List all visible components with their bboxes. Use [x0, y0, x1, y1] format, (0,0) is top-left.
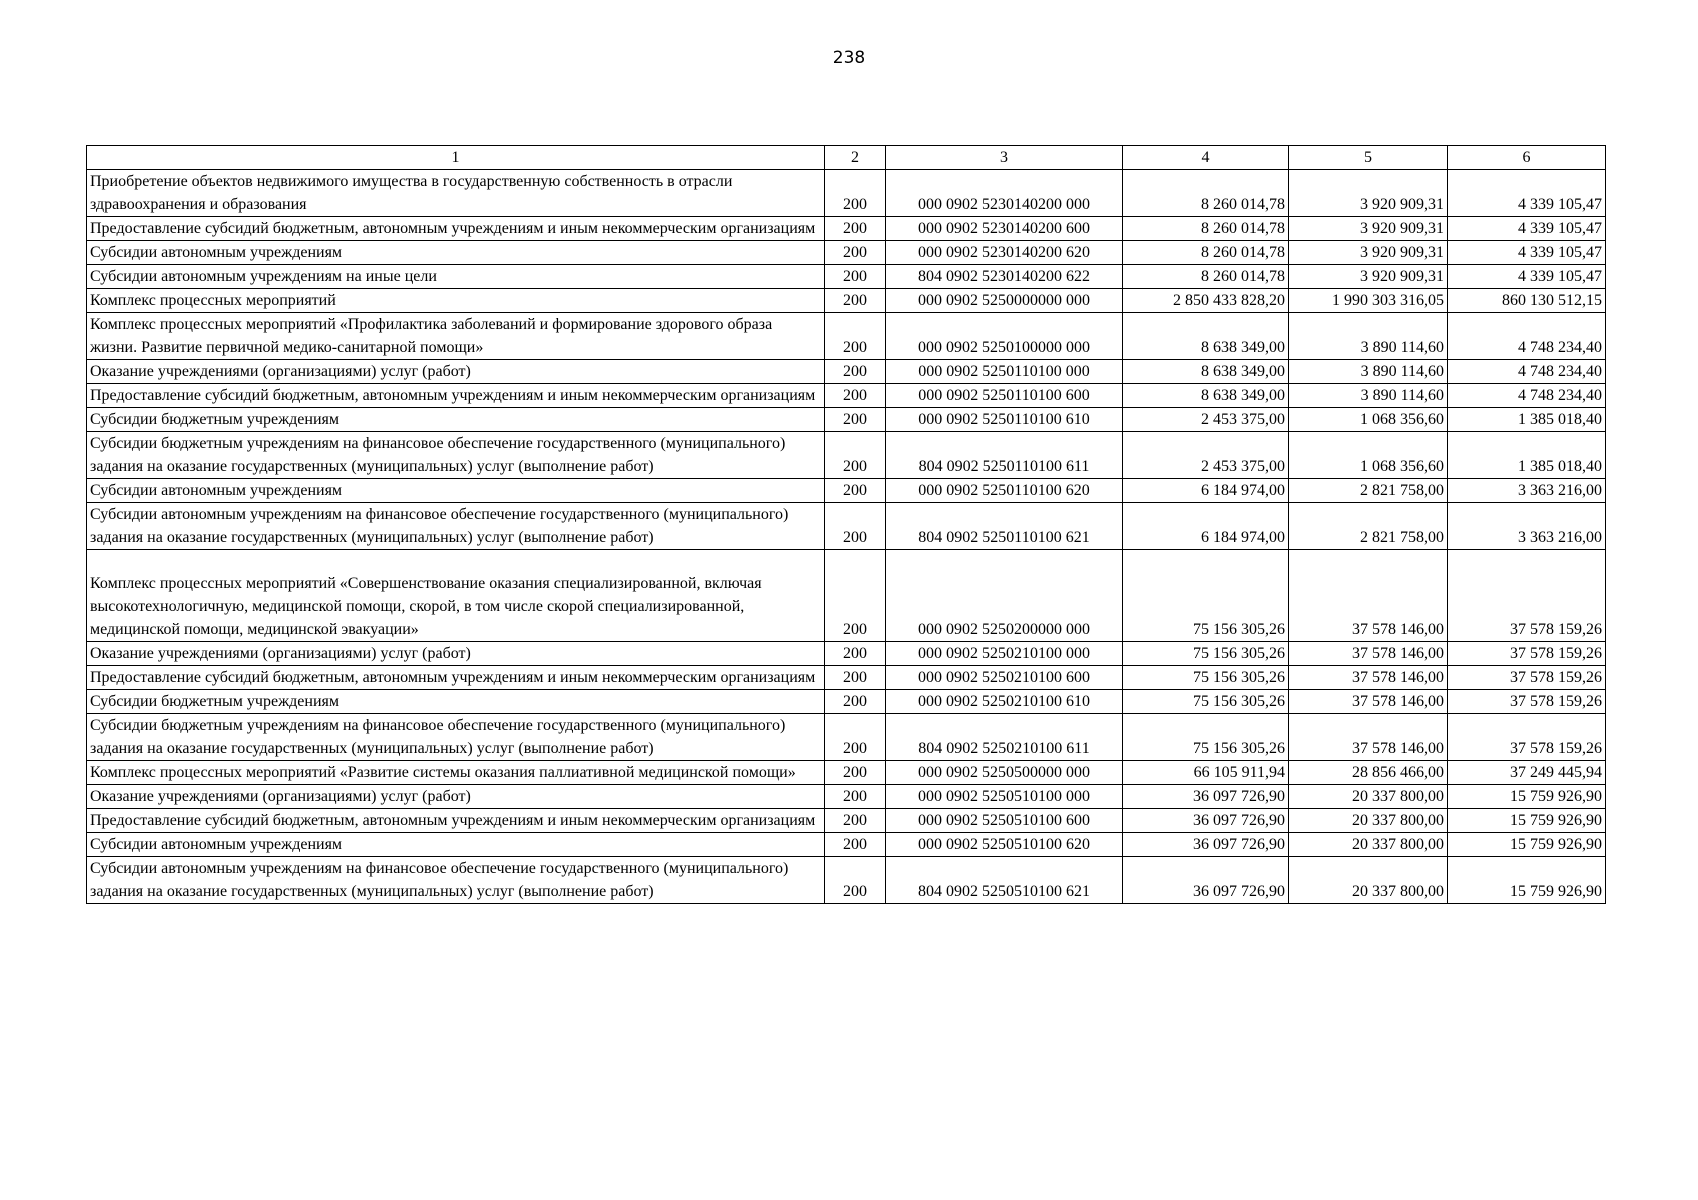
header-row	[87, 146, 1606, 170]
row-code-2: 200	[825, 479, 886, 503]
row-value-6: 37 249 445,94	[1448, 761, 1606, 785]
row-value-6: 1 385 018,40	[1448, 432, 1606, 479]
row-value-6: 1 385 018,40	[1448, 408, 1606, 432]
row-value-4: 6 184 974,00	[1123, 503, 1289, 550]
row-value-6: 37 578 159,26	[1448, 714, 1606, 761]
row-name: Комплекс процессных мероприятий «Профилактика заболеваний и формирование здорового образа жизни. Развитие первичной медико-санитарной помощи»	[87, 313, 825, 360]
row-value-5: 37 578 146,00	[1289, 666, 1448, 690]
row-name: Приобретение объектов недвижимого имущества в государственную собственность в отрасли здравоохранения и образования	[87, 170, 825, 217]
row-name: Комплекс процессных мероприятий «Развитие системы оказания паллиативной медицинской помощи»	[87, 761, 825, 785]
row-code-2: 200	[825, 642, 886, 666]
row-value-4: 2 453 375,00	[1123, 432, 1289, 479]
table-row	[87, 666, 1606, 690]
row-classification-code: 000 0902 5250510100 000	[886, 785, 1123, 809]
row-name: Субсидии бюджетным учреждениям на финансовое обеспечение государственного (муниципального) задания на оказание государственных (муниципальных) услуг (выполнение работ)	[87, 432, 825, 479]
row-classification-code: 804 0902 5250210100 611	[886, 714, 1123, 761]
row-value-5: 3 920 909,31	[1289, 241, 1448, 265]
table-row	[87, 785, 1606, 809]
row-value-6: 15 759 926,90	[1448, 857, 1606, 904]
row-value-5: 1 068 356,60	[1289, 432, 1448, 479]
row-code-2: 200	[825, 170, 886, 217]
row-value-4: 8 638 349,00	[1123, 384, 1289, 408]
column-header: 3	[886, 146, 1123, 170]
table-row	[87, 217, 1606, 241]
row-value-5: 37 578 146,00	[1289, 690, 1448, 714]
row-value-6: 37 578 159,26	[1448, 666, 1606, 690]
row-classification-code: 000 0902 5250200000 000	[886, 550, 1123, 642]
table-row	[87, 642, 1606, 666]
row-name: Субсидии автономным учреждениям на финансовое обеспечение государственного (муниципального) задания на оказание государственных (муниципальных) услуг (выполнение работ)	[87, 503, 825, 550]
row-value-6: 37 578 159,26	[1448, 690, 1606, 714]
row-value-4: 8 260 014,78	[1123, 265, 1289, 289]
row-name: Предоставление субсидий бюджетным, автономным учреждениям и иным некоммерческим организациям	[87, 666, 825, 690]
row-code-2: 200	[825, 666, 886, 690]
table-row	[87, 170, 1606, 217]
row-classification-code: 000 0902 5250210100 610	[886, 690, 1123, 714]
table-row	[87, 833, 1606, 857]
row-code-2: 200	[825, 550, 886, 642]
row-value-5: 3 890 114,60	[1289, 360, 1448, 384]
table-row	[87, 479, 1606, 503]
table-row	[87, 241, 1606, 265]
row-classification-code: 000 0902 5250110100 620	[886, 479, 1123, 503]
row-classification-code: 000 0902 5250510100 600	[886, 809, 1123, 833]
row-value-4: 36 097 726,90	[1123, 785, 1289, 809]
table-row	[87, 265, 1606, 289]
row-classification-code: 804 0902 5250510100 621	[886, 857, 1123, 904]
table-row	[87, 761, 1606, 785]
row-value-5: 1 068 356,60	[1289, 408, 1448, 432]
row-value-4: 8 260 014,78	[1123, 217, 1289, 241]
row-value-5: 3 890 114,60	[1289, 384, 1448, 408]
row-value-4: 36 097 726,90	[1123, 857, 1289, 904]
row-value-4: 75 156 305,26	[1123, 690, 1289, 714]
row-classification-code: 000 0902 5250210100 600	[886, 666, 1123, 690]
row-classification-code: 000 0902 5230140200 600	[886, 217, 1123, 241]
column-header: 5	[1289, 146, 1448, 170]
row-code-2: 200	[825, 714, 886, 761]
row-value-4: 66 105 911,94	[1123, 761, 1289, 785]
row-name: Субсидии автономным учреждениям	[87, 241, 825, 265]
table-row	[87, 550, 1606, 642]
row-code-2: 200	[825, 313, 886, 360]
row-value-5: 2 821 758,00	[1289, 503, 1448, 550]
table-row	[87, 432, 1606, 479]
row-classification-code: 000 0902 5250100000 000	[886, 313, 1123, 360]
table-row	[87, 503, 1606, 550]
page-number: 238	[832, 48, 866, 68]
row-value-4: 36 097 726,90	[1123, 833, 1289, 857]
row-name: Предоставление субсидий бюджетным, автономным учреждениям и иным некоммерческим организациям	[87, 217, 825, 241]
row-value-4: 75 156 305,26	[1123, 666, 1289, 690]
table-row	[87, 690, 1606, 714]
row-classification-code: 000 0902 5250110100 610	[886, 408, 1123, 432]
table-row	[87, 289, 1606, 313]
row-name: Комплекс процессных мероприятий	[87, 289, 825, 313]
table-row	[87, 384, 1606, 408]
row-name: Субсидии бюджетным учреждениям	[87, 408, 825, 432]
table-row	[87, 360, 1606, 384]
row-value-4: 8 638 349,00	[1123, 313, 1289, 360]
row-name: Субсидии бюджетным учреждениям на финансовое обеспечение государственного (муниципального) задания на оказание государственных (муниципальных) услуг (выполнение работ)	[87, 714, 825, 761]
row-value-6: 4 339 105,47	[1448, 170, 1606, 217]
row-code-2: 200	[825, 503, 886, 550]
row-name: Субсидии автономным учреждениям на финансовое обеспечение государственного (муниципального) задания на оказание государственных (муниципальных) услуг (выполнение работ)	[87, 857, 825, 904]
row-name: Субсидии автономным учреждениям на иные цели	[87, 265, 825, 289]
row-classification-code: 804 0902 5230140200 622	[886, 265, 1123, 289]
row-value-4: 8 260 014,78	[1123, 241, 1289, 265]
row-value-6: 4 339 105,47	[1448, 217, 1606, 241]
row-value-5: 20 337 800,00	[1289, 833, 1448, 857]
row-value-4: 6 184 974,00	[1123, 479, 1289, 503]
row-value-6: 860 130 512,15	[1448, 289, 1606, 313]
row-classification-code: 000 0902 5250210100 000	[886, 642, 1123, 666]
table-row	[87, 714, 1606, 761]
row-code-2: 200	[825, 265, 886, 289]
row-classification-code: 000 0902 5250110100 600	[886, 384, 1123, 408]
row-classification-code: 000 0902 5250110100 000	[886, 360, 1123, 384]
row-classification-code: 000 0902 5250510100 620	[886, 833, 1123, 857]
row-name: Оказание учреждениями (организациями) услуг (работ)	[87, 360, 825, 384]
row-value-5: 1 990 303 316,05	[1289, 289, 1448, 313]
row-name: Субсидии бюджетным учреждениям	[87, 690, 825, 714]
row-value-5: 20 337 800,00	[1289, 809, 1448, 833]
row-value-5: 28 856 466,00	[1289, 761, 1448, 785]
row-value-4: 8 260 014,78	[1123, 170, 1289, 217]
row-value-5: 3 890 114,60	[1289, 313, 1448, 360]
row-code-2: 200	[825, 833, 886, 857]
row-value-6: 37 578 159,26	[1448, 550, 1606, 642]
row-value-6: 15 759 926,90	[1448, 785, 1606, 809]
row-code-2: 200	[825, 785, 886, 809]
row-name: Комплекс процессных мероприятий «Совершенствование оказания специализированной, включая высокотехнологичную, медицинской помощи, скорой, в том числе скорой специализированной, медицинской помощи, медицинской эвакуации»	[87, 550, 825, 642]
row-value-5: 3 920 909,31	[1289, 265, 1448, 289]
row-value-4: 2 850 433 828,20	[1123, 289, 1289, 313]
row-value-5: 37 578 146,00	[1289, 550, 1448, 642]
row-code-2: 200	[825, 360, 886, 384]
row-value-6: 37 578 159,26	[1448, 642, 1606, 666]
table-row	[87, 809, 1606, 833]
row-classification-code: 000 0902 5230140200 000	[886, 170, 1123, 217]
row-value-5: 20 337 800,00	[1289, 785, 1448, 809]
column-header: 4	[1123, 146, 1289, 170]
row-value-4: 75 156 305,26	[1123, 550, 1289, 642]
row-classification-code: 000 0902 5250500000 000	[886, 761, 1123, 785]
table-row	[87, 857, 1606, 904]
row-value-6: 3 363 216,00	[1448, 503, 1606, 550]
column-header: 6	[1448, 146, 1606, 170]
row-value-5: 20 337 800,00	[1289, 857, 1448, 904]
row-value-6: 15 759 926,90	[1448, 833, 1606, 857]
row-value-4: 8 638 349,00	[1123, 360, 1289, 384]
row-name: Предоставление субсидий бюджетным, автономным учреждениям и иным некоммерческим организациям	[87, 809, 825, 833]
row-code-2: 200	[825, 241, 886, 265]
row-code-2: 200	[825, 384, 886, 408]
row-value-4: 2 453 375,00	[1123, 408, 1289, 432]
row-value-5: 3 920 909,31	[1289, 170, 1448, 217]
row-classification-code: 000 0902 5230140200 620	[886, 241, 1123, 265]
row-code-2: 200	[825, 217, 886, 241]
row-code-2: 200	[825, 408, 886, 432]
row-value-6: 15 759 926,90	[1448, 809, 1606, 833]
table-row	[87, 313, 1606, 360]
row-value-6: 4 748 234,40	[1448, 384, 1606, 408]
row-value-4: 75 156 305,26	[1123, 714, 1289, 761]
row-value-5: 37 578 146,00	[1289, 642, 1448, 666]
row-name: Оказание учреждениями (организациями) услуг (работ)	[87, 642, 825, 666]
column-header: 1	[87, 146, 825, 170]
row-classification-code: 804 0902 5250110100 621	[886, 503, 1123, 550]
row-classification-code: 000 0902 5250000000 000	[886, 289, 1123, 313]
row-value-4: 75 156 305,26	[1123, 642, 1289, 666]
row-value-5: 37 578 146,00	[1289, 714, 1448, 761]
row-name: Оказание учреждениями (организациями) услуг (работ)	[87, 785, 825, 809]
row-value-6: 3 363 216,00	[1448, 479, 1606, 503]
row-value-5: 2 821 758,00	[1289, 479, 1448, 503]
row-code-2: 200	[825, 690, 886, 714]
row-classification-code: 804 0902 5250110100 611	[886, 432, 1123, 479]
row-code-2: 200	[825, 432, 886, 479]
row-name: Предоставление субсидий бюджетным, автономным учреждениям и иным некоммерческим организациям	[87, 384, 825, 408]
row-value-6: 4 339 105,47	[1448, 241, 1606, 265]
column-header: 2	[825, 146, 886, 170]
row-name: Субсидии автономным учреждениям	[87, 479, 825, 503]
row-code-2: 200	[825, 289, 886, 313]
row-value-6: 4 748 234,40	[1448, 313, 1606, 360]
row-code-2: 200	[825, 809, 886, 833]
row-code-2: 200	[825, 761, 886, 785]
row-value-4: 36 097 726,90	[1123, 809, 1289, 833]
row-value-5: 3 920 909,31	[1289, 217, 1448, 241]
row-code-2: 200	[825, 857, 886, 904]
row-name: Субсидии автономным учреждениям	[87, 833, 825, 857]
row-value-6: 4 339 105,47	[1448, 265, 1606, 289]
row-value-6: 4 748 234,40	[1448, 360, 1606, 384]
budget-table	[86, 145, 1606, 904]
table-row	[87, 408, 1606, 432]
